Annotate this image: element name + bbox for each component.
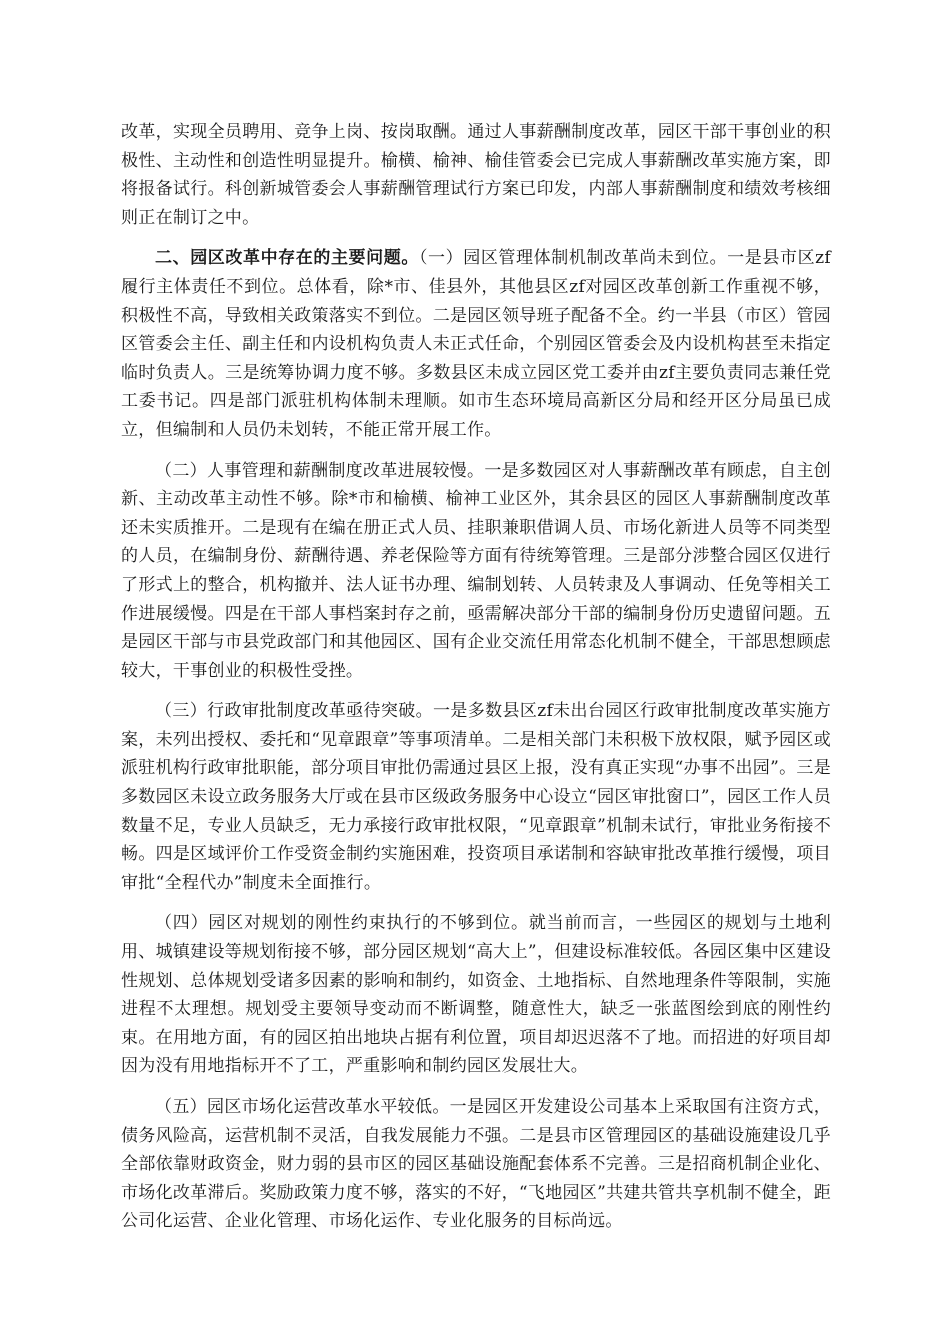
section-2-body: （一）园区管理体制机制改革尚未到位。一是县市区zf履行主体责任不到位。总体看，除*市、佳县外，其他县区zf对园区改革创新工作重视不够，积极性不高，导致相关政策落实不到位。二是园区领导班子配备不全。约一半县（市区）管园区管委会主任、副主任和内设机构负责人未正式任命，个别园区管委会及内设机构甚至未指定临时负责人。三是统筹协调力度不够。多数县区未成立园区党工委并由zf主要负责同志兼任党工委书记。四是部门派驻机构体制未理顺。如市生态环境局高新区分局和经开区分局虽已成立，但编制和人员仍未划转，不能正常开展工作。 [121, 248, 832, 440]
section-heading: 二、园区改革中存在的主要问题。 [155, 248, 419, 269]
paragraph-admin-approval: （三）行政审批制度改革亟待突破。一是多数县区zf未出台园区行政审批制度改革实施方案，未列出授权、委托和“见章跟章”等事项清单。二是相关部门未积极下放权限，赋予园区或派驻机构行政审批职能，部分项目审批仍需通过县区上报，没有真正实现“办事不出园”。三是多数园区未设立政务服务大厅或在县市区级政务服务中心设立“园区审批窗口”，园区工作人员数量不足，专业人员缺乏，无力承接行政审批权限，“见章跟章”机制未试行，审批业务衔接不畅。四是区域评价工作受资金制约实施困难，投资项目承诺制和容缺审批改革推行缓慢，项目审批“全程代办”制度未全面推行。 [121, 701, 831, 893]
paragraph-planning: （四）园区对规划的刚性约束执行的不够到位。就当前而言，一些园区的规划与土地利用、城镇建设等规划衔接不够，部分园区规划“高大上”，但建设标准较低。各园区集中区建设性规划、总体规划受诸多因素的影响和制约，如资金、土地指标、自然地理条件等限制，实施进程不太理想。规划受主要领导变动而不断调整，随意性大，缺乏一张蓝图绘到底的刚性约束。在用地方面，有的园区拍出地块占据有利位置，项目却迟迟落不了地。而招进的好项目却因为没有用地指标开不了工，严重影响和制约园区发展壮大。 [121, 913, 831, 1077]
paragraph-section-2 [121, 244, 831, 444]
paragraph-continuation: 改革，实现全员聘用、竞争上岗、按岗取酬。通过人事薪酬制度改革，园区干部干事创业的积极性、主动性和创造性明显提升。榆横、榆神、榆佳管委会已完成人事薪酬改革实施方案，即将报备试行。科创新城管委会人事薪酬管理试行方案已印发，内部人事薪酬制度和绩效考核细则正在制订之中。 [121, 122, 831, 228]
paragraph-market-operation: （五）园区市场化运营改革水平较低。一是园区开发建设公司基本上采取国有注资方式，债务风险高，运营机制不灵活，自我发展能力不强。二是县市区管理园区的基础设施建设几乎全部依靠财政资金，财力弱的县市区的园区基础设施配套体系不完善。三是招商机制企业化、市场化改革滞后。奖励政策力度不够，落实的不好，“飞地园区”共建共管共享机制不健全，距公司化运营、企业化管理、市场化运作、专业化服务的目标尚远。 [121, 1097, 831, 1232]
paragraph-personnel-reform: （二）人事管理和薪酬制度改革进展较慢。一是多数园区对人事薪酬改革有顾虑，自主创新、主动改革主动性不够。除*市和榆横、榆神工业区外，其余县区的园区人事薪酬制度改革还未实质推开。二是现有在编在册正式人员、挂职兼职借调人员、市场化新进人员等不同类型的人员，在编制身份、薪酬待遇、养老保险等方面有待统筹管理。三是部分涉整合园区仅进行了形式上的整合，机构撤并、法人证书办理、编制划转、人员转隶及人事调动、任免等相关工作进展缓慢。四是在干部人事档案封存之前，亟需解决部分干部的编制身份历史遗留问题。五是园区干部与市县党政部门和其他园区、国有企业交流任用常态化机制不健全，干部思想顾虑较大，干事创业的积极性受挫。 [121, 460, 831, 681]
document-body [121, 118, 831, 1236]
